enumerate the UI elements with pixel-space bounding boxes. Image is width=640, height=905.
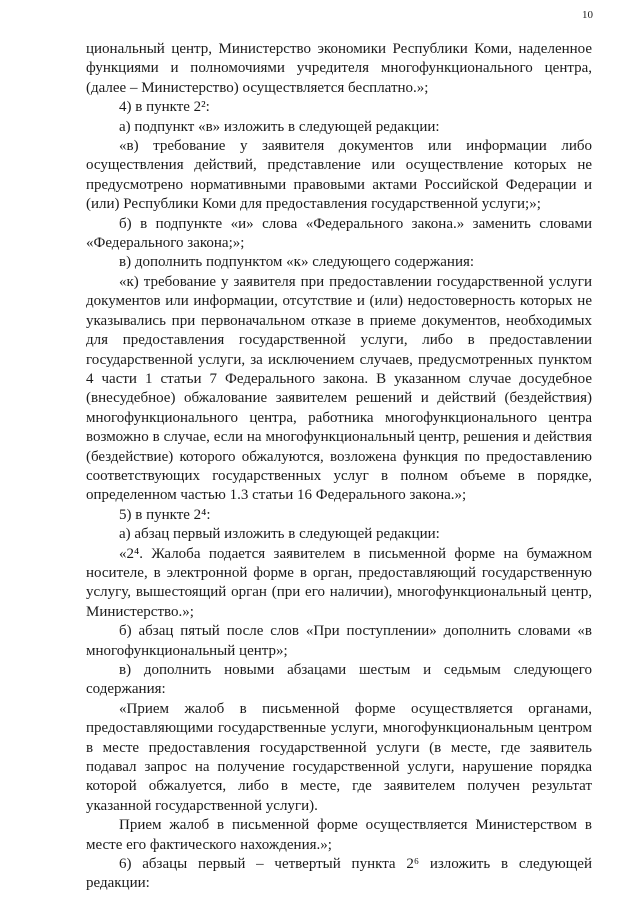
- item-5-subitem-v: в) дополнить новыми абзацами шестым и седьмым следующего содержания:: [86, 662, 592, 698]
- page-number: 10: [582, 9, 593, 21]
- subitem-k-text: «к) требование у заявителя при предоставлении государственной услуги документов или информации, отсутствие и (или) недостоверность которых не указывались при первоначальном отказе в приеме документов, необходимых для предоставления государственной услуги, либо в предоставлении государственной услуги, за исключением случаев, предусмотренных пунктом 4 части 1 статьи 7 Федерального закона. В указанном случае досудебное (внесудебное) обжалование заявителем решений и действий (бездействия) многофункционального центра, работника многофункционального центра возможно в случае, если на многофункциональный центр, решения и действия (бездействие) которого обжалуются, возложена функция по предоставлению соответствующих государственных услуг в полном объеме в порядке, определенном частью 1.3 статьи 16 Федерального закона.»;: [86, 273, 592, 504]
- item-5-subitem-a: а) абзац первый изложить в следующей редакции:: [119, 526, 440, 543]
- complaint-reception-paragraph-2: Прием жалоб в письменной форме осуществляется Министерством в месте его фактического нахождения.»;: [86, 817, 592, 853]
- subitem-a: а) подпункт «в» изложить в следующей редакции:: [119, 118, 440, 135]
- item-5-heading: 5) в пункте 2⁴:: [119, 506, 211, 523]
- item-4-heading: 4) в пункте 2²:: [119, 99, 210, 116]
- item-5-subitem-b: б) абзац пятый после слов «При поступлении» дополнить словами «в многофункциональный центр»;: [86, 623, 592, 659]
- item-6-heading: 6) абзацы первый – четвертый пункта 2⁶ изложить в следующей редакции:: [86, 856, 592, 892]
- paragraph-continuation: циональный центр, Министерство экономики Республики Коми, наделенное функциями и полномочиями учредителя многофункционального центра, (далее – Министерство) осуществляется бесплатно.»;: [86, 41, 592, 96]
- document-body: [86, 40, 592, 894]
- subitem-v-add: в) дополнить подпунктом «к» следующего содержания:: [119, 254, 475, 271]
- item-5-complaint-text: «2⁴. Жалоба подается заявителем в письменной форме на бумажном носителе, в электронной форме в орган, предоставляющий государственную услугу, вышестоящий орган (при его наличии), многофункциональный центр, Министерство.»;: [86, 545, 592, 620]
- subitem-v-text: «в) требование у заявителя документов или информации либо осуществления действий, представление или осуществление которых не предусмотрено нормативными правовыми актами Российской Федерации и (или) Республики Коми для предоставления государственной услуги;»;: [86, 138, 592, 213]
- complaint-reception-paragraph-1: «Прием жалоб в письменной форме осуществляется органами, предоставляющими государственные услуги, многофункциональным центром в месте предоставления государственной услуги (в месте, где заявитель подавал запрос на получение государственной услуги, нарушение порядка которой обжалуется, либо в месте, где заявителем получен результат указанной государственной услуги).: [86, 700, 592, 814]
- subitem-b: б) в подпункте «и» слова «Федерального закона.» заменить словами «Федерального закона;»;: [86, 215, 592, 252]
